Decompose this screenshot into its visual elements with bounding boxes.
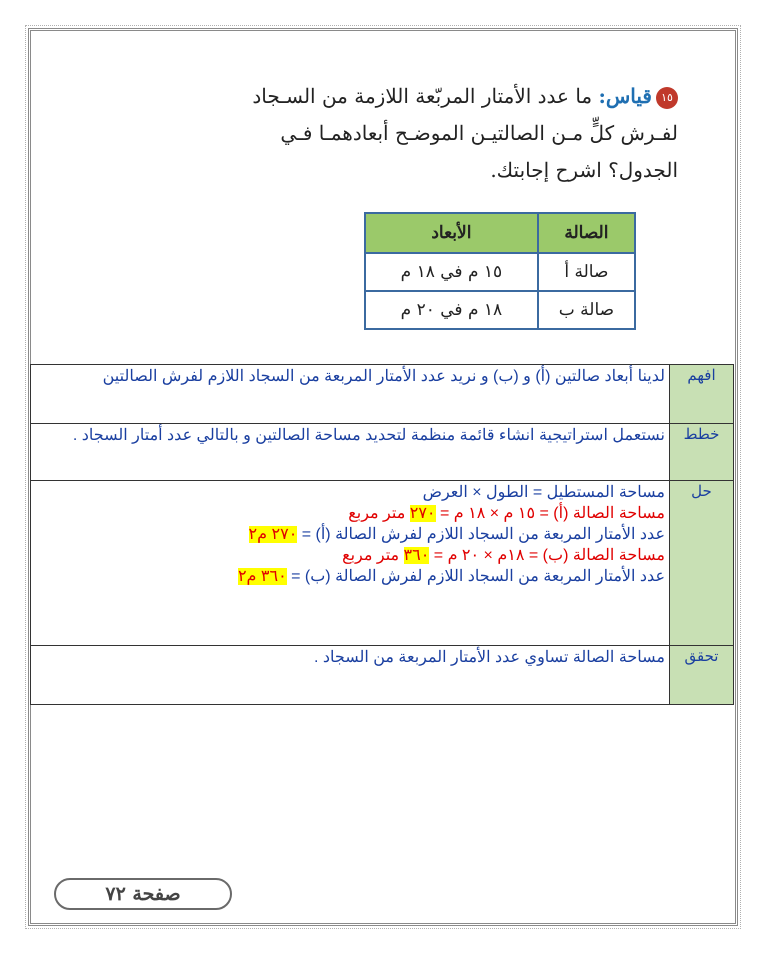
dimensions-header-row [365,213,635,253]
hall-b-area-line [35,545,665,566]
problem-line-3: الجدول؟ اشرح إجابتك. [490,158,678,182]
hall-a-area-value: ٢٧٠ [409,505,436,522]
table-row [365,291,635,329]
page-number-badge: صفحة ٧٢ [54,878,232,910]
problem-keyword: قياس: [598,84,652,108]
plan-label: خطط [670,424,734,481]
hall-a-area-line [35,503,665,524]
hall-name-cell: صالة أ [538,253,635,291]
check-text: مساحة الصالة تساوي عدد الأمتار المربعة من السجاد . [31,646,670,705]
hall-b-carpet-line [35,566,665,587]
hall-a-area-expr: مساحة الصالة (أ) = ١٥ م × ١٨ م = [435,505,665,522]
hall-b-carpet-text: عدد الأمتار المربعة من السجاد اللازم لفرش الصالة (ب) = [286,568,665,585]
solve-label: حل [670,481,734,646]
hall-dimensions-cell: ١٥ م في ١٨ م [365,253,538,291]
check-row [31,646,734,705]
hall-a-carpet-value: ٢٧٠ م٢ [248,526,298,543]
hall-a-carpet-line [35,524,665,545]
hall-b-area-unit: متر مربع [342,547,404,564]
problem-line-1 [158,78,678,115]
plan-text: نستعمل استراتيجية انشاء قائمة منظمة لتحديد مساحة الصالتين و بالتالي عدد أمتار السجاد . [31,424,670,481]
header-dimensions: الأبعاد [365,213,538,253]
hall-dimensions-cell: ١٨ م في ٢٠ م [365,291,538,329]
understand-row [31,365,734,424]
plan-row [31,424,734,481]
hall-name-cell: صالة ب [538,291,635,329]
dimensions-table [364,212,636,330]
problem-statement [158,78,678,189]
rectangle-area-formula: مساحة المستطيل = الطول × العرض [422,484,665,501]
hall-a-carpet-text: عدد الأمتار المربعة من السجاد اللازم لفرش الصالة (أ) = [297,526,665,543]
table-row [365,253,635,291]
problem-line-1-text: ما عدد الأمتار المربّعة اللازمة من السـجاد [252,84,599,108]
hall-b-carpet-value: ٣٦٠ م٢ [237,568,287,585]
understand-label: افهم [670,365,734,424]
understand-text: لدينا أبعاد صالتين (أ) و (ب) و نريد عدد الأمتار المربعة من السجاد اللازم لفرش الصالتين [31,365,670,424]
problem-line-2: لفـرش كلٍّ مـن الصالتيـن الموضـح أبعادهمـا فـي [280,121,678,145]
check-label: تحقق [670,646,734,705]
solve-row [31,481,734,646]
header-hall: الصالة [538,213,635,253]
solve-content [31,481,670,646]
hall-b-area-expr: مساحة الصالة (ب) = ١٨م × ٢٠ م = [429,547,665,564]
hall-b-area-value: ٣٦٠ [403,547,430,564]
solution-table [30,364,734,705]
hall-a-area-unit: متر مربع [348,505,410,522]
problem-number-badge: ١٥ [656,87,678,109]
